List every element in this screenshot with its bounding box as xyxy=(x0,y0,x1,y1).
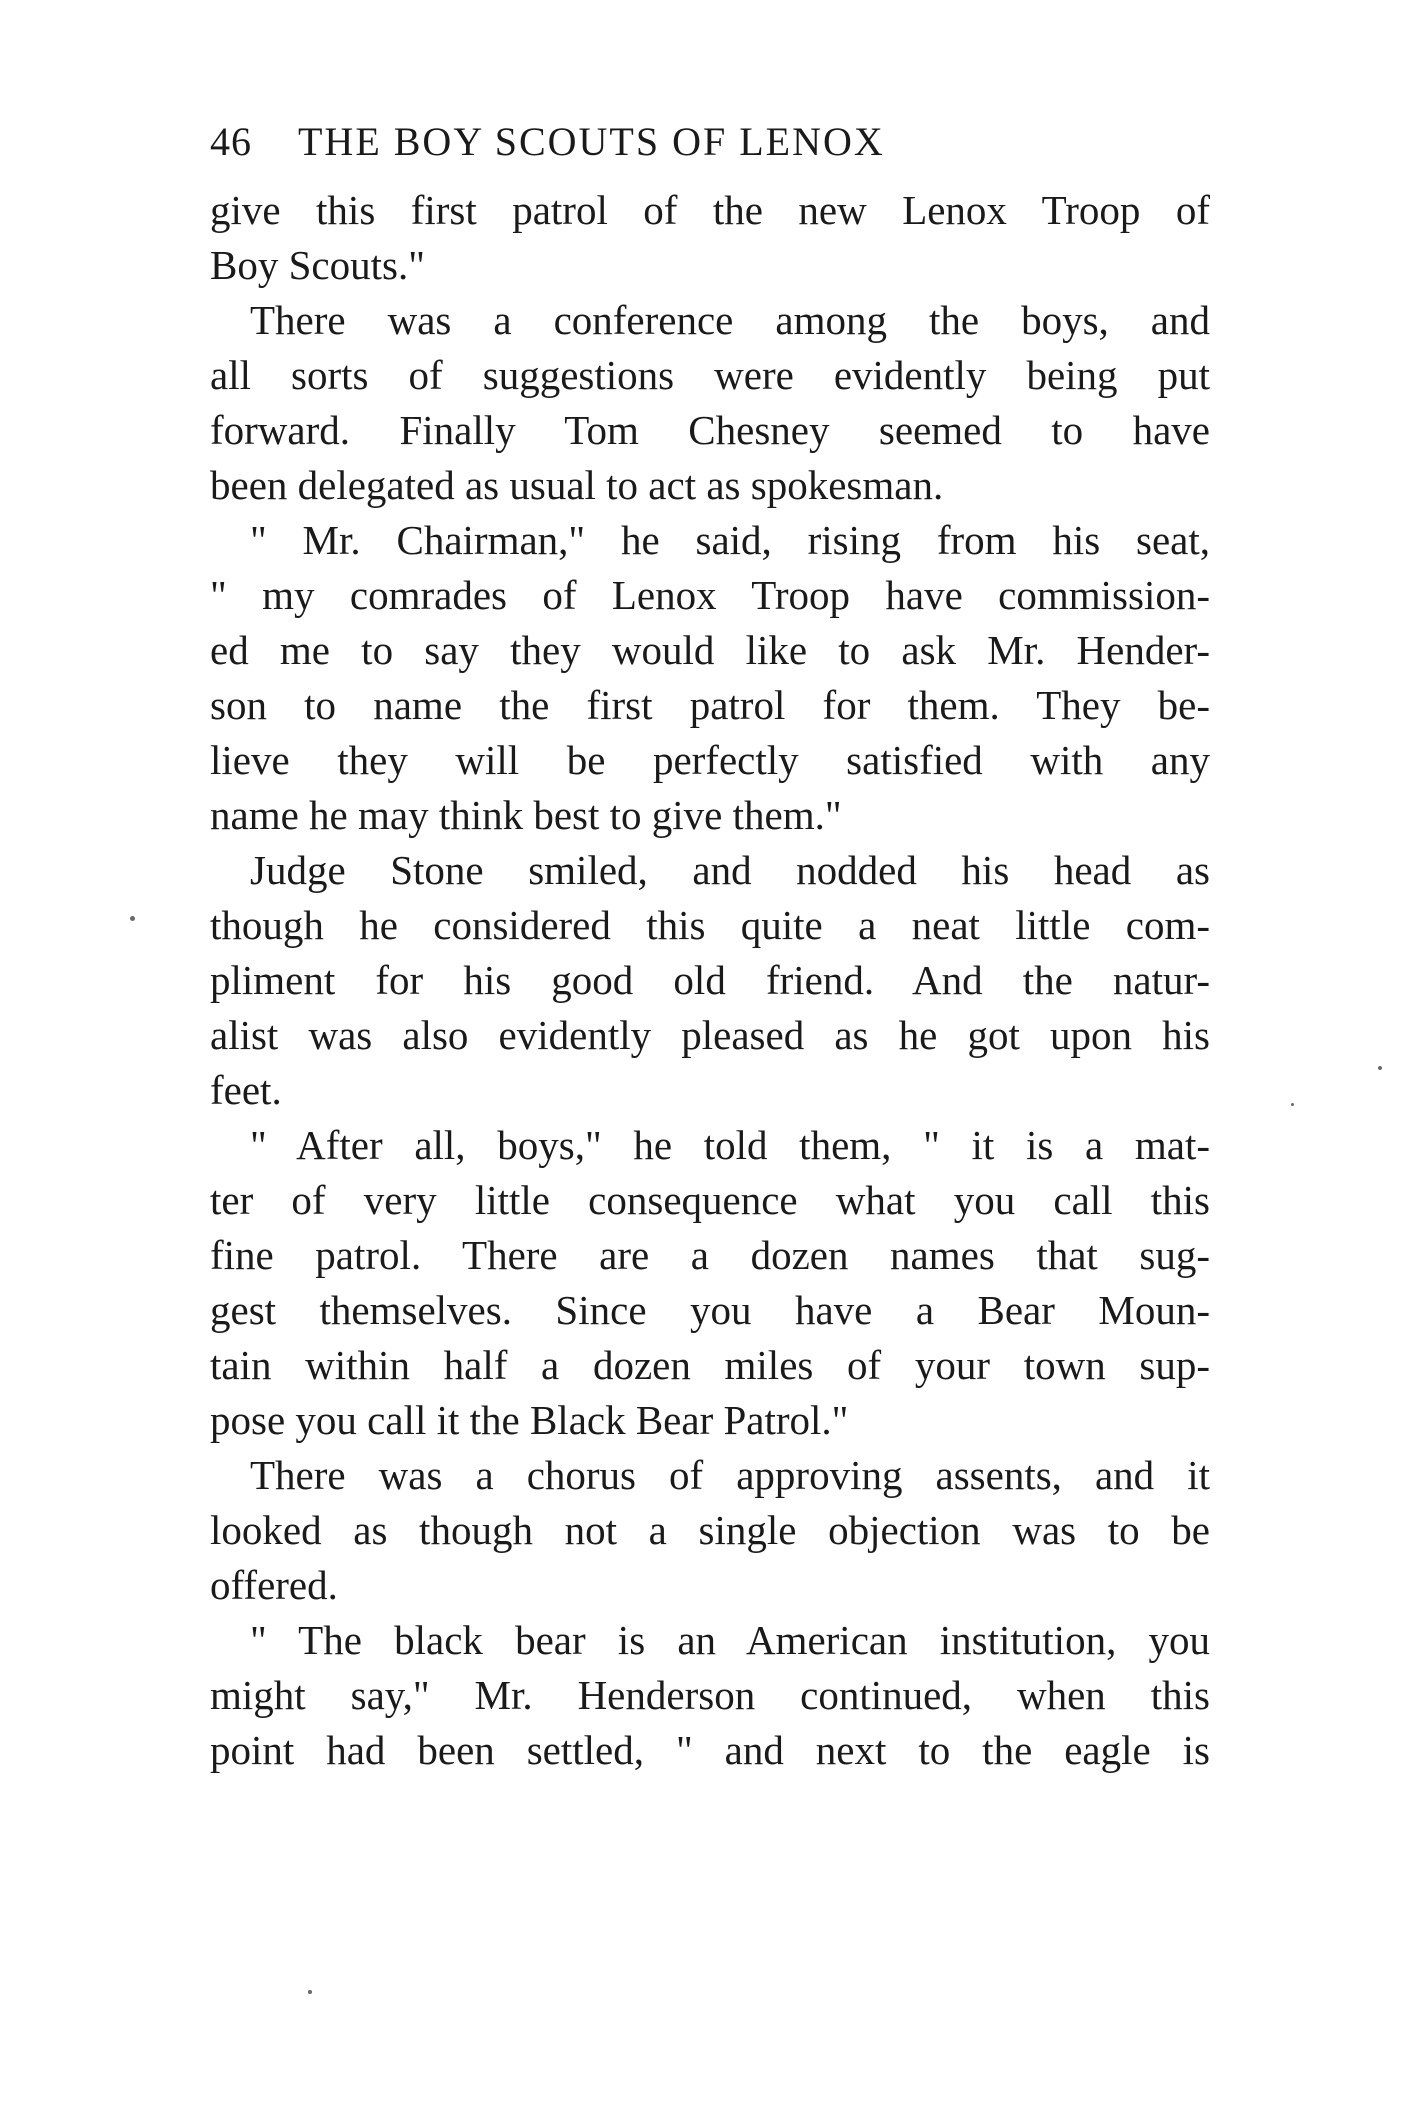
text-line: There was a conference among the boys, and xyxy=(250,297,1210,343)
text-line: ter of very little consequence what you call this xyxy=(210,1177,1210,1223)
text-line: " Mr. Chairman," he said, rising from his seat, xyxy=(250,517,1210,563)
text-line: Boy Scouts." xyxy=(210,242,425,288)
text-line: " After all, boys," he told them, " it is a mat- xyxy=(250,1122,1210,1168)
text-line: gest themselves. Since you have a Bear Moun- xyxy=(210,1287,1210,1333)
text-line: give this first patrol of the new Lenox Troop of xyxy=(210,187,1210,233)
text-line: pose you call it the Black Bear Patrol." xyxy=(210,1397,849,1443)
running-title: THE BOY SCOUTS OF LENOX xyxy=(298,119,885,164)
text-line: " The black bear is an American institution, you xyxy=(250,1617,1210,1663)
text-line: alist was also evidently pleased as he got upon his xyxy=(210,1012,1210,1058)
text-line: There was a chorus of approving assents, and it xyxy=(250,1452,1210,1498)
scan-speck xyxy=(1378,1066,1382,1070)
text-line: point had been settled, " and next to the eagle is xyxy=(210,1727,1210,1773)
text-line: though he considered this quite a neat little com- xyxy=(210,902,1210,948)
text-line: feet. xyxy=(210,1067,282,1113)
text-line: looked as though not a single objection was to be xyxy=(210,1507,1210,1553)
running-head xyxy=(210,118,1210,165)
text-line: fine patrol. There are a dozen names that sug- xyxy=(210,1232,1210,1278)
text-line: Judge Stone smiled, and nodded his head as xyxy=(250,847,1210,893)
text-line: " my comrades of Lenox Troop have commission- xyxy=(210,572,1210,618)
text-line: ed me to say they would like to ask Mr. Hender- xyxy=(210,627,1210,673)
text-line: been delegated as usual to act as spokesman. xyxy=(210,462,944,508)
book-page xyxy=(210,118,1210,1778)
scan-speck xyxy=(308,1990,312,1994)
scan-speck xyxy=(1291,1103,1294,1106)
body-text xyxy=(210,183,1210,1778)
text-line: offered. xyxy=(210,1562,338,1608)
text-line: lieve they will be perfectly satisfied with any xyxy=(210,737,1210,783)
text-line: son to name the first patrol for them. They be- xyxy=(210,682,1210,728)
scan-speck xyxy=(130,916,135,921)
text-line: pliment for his good old friend. And the natur- xyxy=(210,957,1210,1003)
text-line: might say," Mr. Henderson continued, when this xyxy=(210,1672,1210,1718)
text-line: tain within half a dozen miles of your town sup- xyxy=(210,1342,1210,1388)
text-line: forward. Finally Tom Chesney seemed to have xyxy=(210,407,1210,453)
page-number: 46 xyxy=(210,119,252,164)
text-line: name he may think best to give them." xyxy=(210,792,842,838)
text-line: all sorts of suggestions were evidently being put xyxy=(210,352,1210,398)
